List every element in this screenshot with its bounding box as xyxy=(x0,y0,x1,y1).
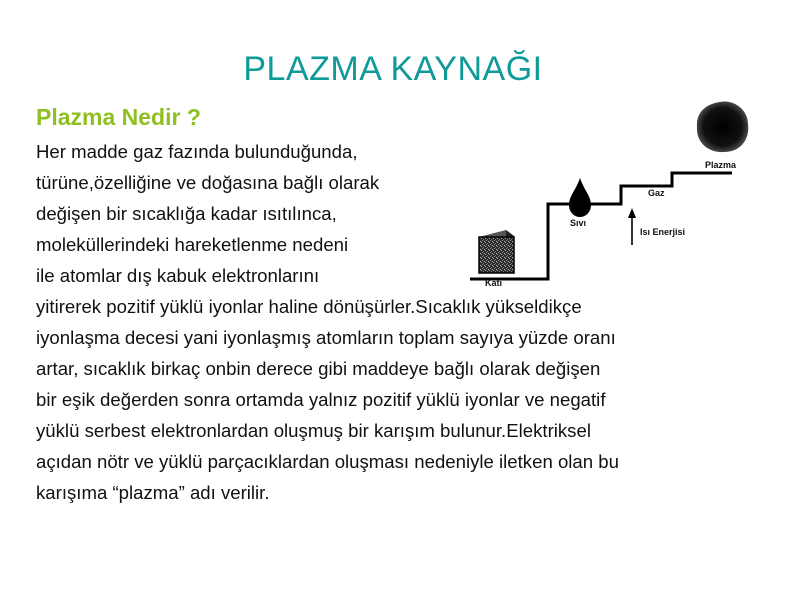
energy-label: Isı Enerjisi xyxy=(640,227,686,237)
energy-arrow-icon xyxy=(628,208,636,245)
slide-title: PLAZMA KAYNAĞI xyxy=(243,50,543,88)
body-line: bir eşik değerden sonra ortamda yalnız pozitif yüklü iyonlar ve negatif xyxy=(36,389,606,410)
body-line: artar, sıcaklık birkaç onbin derece gibi maddeye bağlı olarak değişen xyxy=(36,358,601,379)
energy-staircase-diagram xyxy=(470,100,770,290)
body-line: açıdan nötr ve yüklü parçacıklardan oluşması nedeniyle iletken olan bu xyxy=(36,451,619,472)
body-line: ile atomlar dış kabuk elektronlarını xyxy=(36,265,320,286)
body-line: yüklü serbest elektronlardan oluşmuş bir karışım bulunur.Elektriksel xyxy=(36,420,591,441)
body-line: Her madde gaz fazında bulunduğunda, xyxy=(36,141,358,162)
solid-cube-icon xyxy=(479,230,514,273)
plasma-label: Plazma xyxy=(705,160,737,170)
liquid-drop-icon xyxy=(569,178,591,217)
body-line: değişen bir sıcaklığa kadar ısıtılınca, xyxy=(36,203,337,224)
liquid-label: Sıvı xyxy=(570,218,587,228)
states-of-matter-figure xyxy=(470,100,770,290)
gas-label: Gaz xyxy=(648,188,665,198)
body-line: karışıma “plazma” adı verilir. xyxy=(36,482,270,503)
body-line: türüne,özelliğine ve doğasına bağlı olarak xyxy=(36,172,380,193)
body-line: moleküllerindeki hareketlenme nedeni xyxy=(36,234,349,255)
solid-label: Katı xyxy=(485,278,503,288)
slide-subtitle: Plazma Nedir ? xyxy=(36,104,201,130)
body-line: iyonlaşma decesi yani iyonlaşmış atomların toplam sayıya yüzde oranı xyxy=(36,327,616,348)
plasma-blob-icon xyxy=(697,102,748,153)
body-line: yitirerek pozitif yüklü iyonlar haline dönüşürler.Sıcaklık yükseldikçe xyxy=(36,296,582,317)
